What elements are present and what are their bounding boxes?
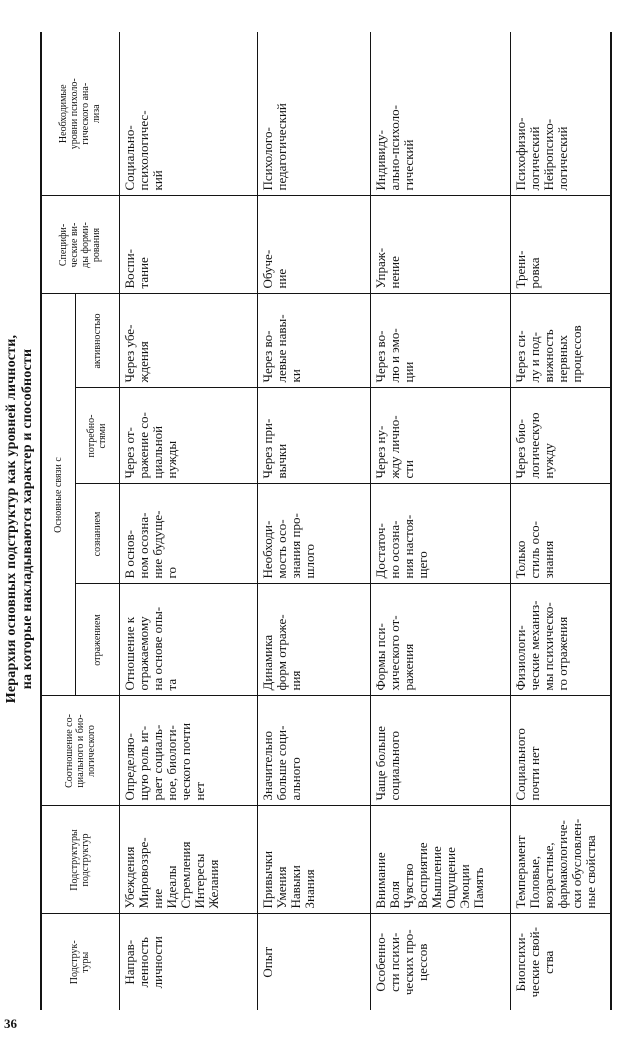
header-levels: Необходимые уровни психоло- гического ана- лиза [41,32,119,196]
cell-consciousness: Только стиль осо- знания [511,484,611,584]
cell-reflection: Отношение к отражаемому на основе опы- та [119,584,258,696]
header-main-links: Основные связи с [41,294,75,696]
cell-needs: Через ну- жду лично- сти [370,388,511,484]
page-number: 36 [4,1016,17,1031]
cell-ratio: Значительно больше соци- ального [258,696,370,806]
cell-needs: Через от- ражение со- циальной нужды [119,388,258,484]
cell-sub-substructures: Привычки Умения Навыки Знания [258,806,370,914]
hierarchy-table [40,32,612,1010]
table-row [258,32,370,1010]
cell-consciousness: Необходи- мость осо- знания про- шлого [258,484,370,584]
table-title-line-1: Иерархия основных подструктур как уровней личности, [4,334,19,704]
table-row [119,32,258,1010]
cell-specific-forms: Упраж- нение [370,196,511,294]
cell-specific-forms: Воспи- тание [119,196,258,294]
cell-ratio: Определяю- щую роль иг- рает социаль- ное, биологи- ческого почти нет [119,696,258,806]
cell-levels: Социально- психологичес- кий [119,32,258,196]
table-row [511,32,611,1010]
cell-specific-forms: Трени- ровка [511,196,611,294]
header-reflection: отражением [75,584,119,696]
cell-ratio: Чаще больше социального [370,696,511,806]
table-row [370,32,511,1010]
cell-reflection: Динамика форм отраже- ния [258,584,370,696]
cell-reflection: Формы пси- хического от- ражения [370,584,511,696]
cell-sub-substructures: Убеждения Мировоззре- ние Идеалы Стремления Интересы Желания [119,806,258,914]
cell-levels: Индивиду- ально-психоло- гический [370,32,511,196]
cell-activity: Через си- лу и под- вижность нервных процессов [511,294,611,388]
header-activity: активностью [75,294,119,388]
cell-substructure: Опыт [258,914,370,1010]
header-substructures: Подструк- туры [41,914,119,1010]
cell-sub-substructures: Темперамент Половые, возрастные, фармакологиче- ски обусловлен- ные свойства [511,806,611,914]
table-title-line-2: на которые накладываются характер и способности [20,348,35,690]
cell-activity: Через убе- ждения [119,294,258,388]
cell-substructure: Биопсихи- ческие свой- ства [511,914,611,1010]
header-consciousness: сознанием [75,484,119,584]
cell-activity: Через во- левые навы- ки [258,294,370,388]
header-needs: потребно- стями [75,388,119,484]
cell-needs: Через при- вычки [258,388,370,484]
cell-consciousness: Достаточ- но осозна- ния настоя- щего [370,484,511,584]
cell-sub-substructures: Внимание Воля Чувство Восприятие Мышление Ощущение Эмоции Память [370,806,511,914]
header-ratio: Соотношение со- циального и био- логического [41,696,119,806]
cell-substructure: Направ- ленность личности [119,914,258,1010]
cell-specific-forms: Обуче- ние [258,196,370,294]
cell-ratio: Социального почти нет [511,696,611,806]
cell-needs: Через био- логическую нужду [511,388,611,484]
cell-levels: Психофизио- логический Нейропсихо- логический [511,32,611,196]
cell-reflection: Физиологи- ческие механиз- мы психическо- го отражения [511,584,611,696]
header-specific-forms: Специфи- ческие ви- ды форми- рования [41,196,119,294]
cell-consciousness: В основ- ном осозна- ние будуще- го [119,484,258,584]
cell-substructure: Особенно- сти психи- ческих про- цессов [370,914,511,1010]
cell-levels: Психолого- педагогический [258,32,370,196]
header-sub-substructures: Подструктуры подструктур [41,806,119,914]
cell-activity: Через во- лю и эмо- ции [370,294,511,388]
